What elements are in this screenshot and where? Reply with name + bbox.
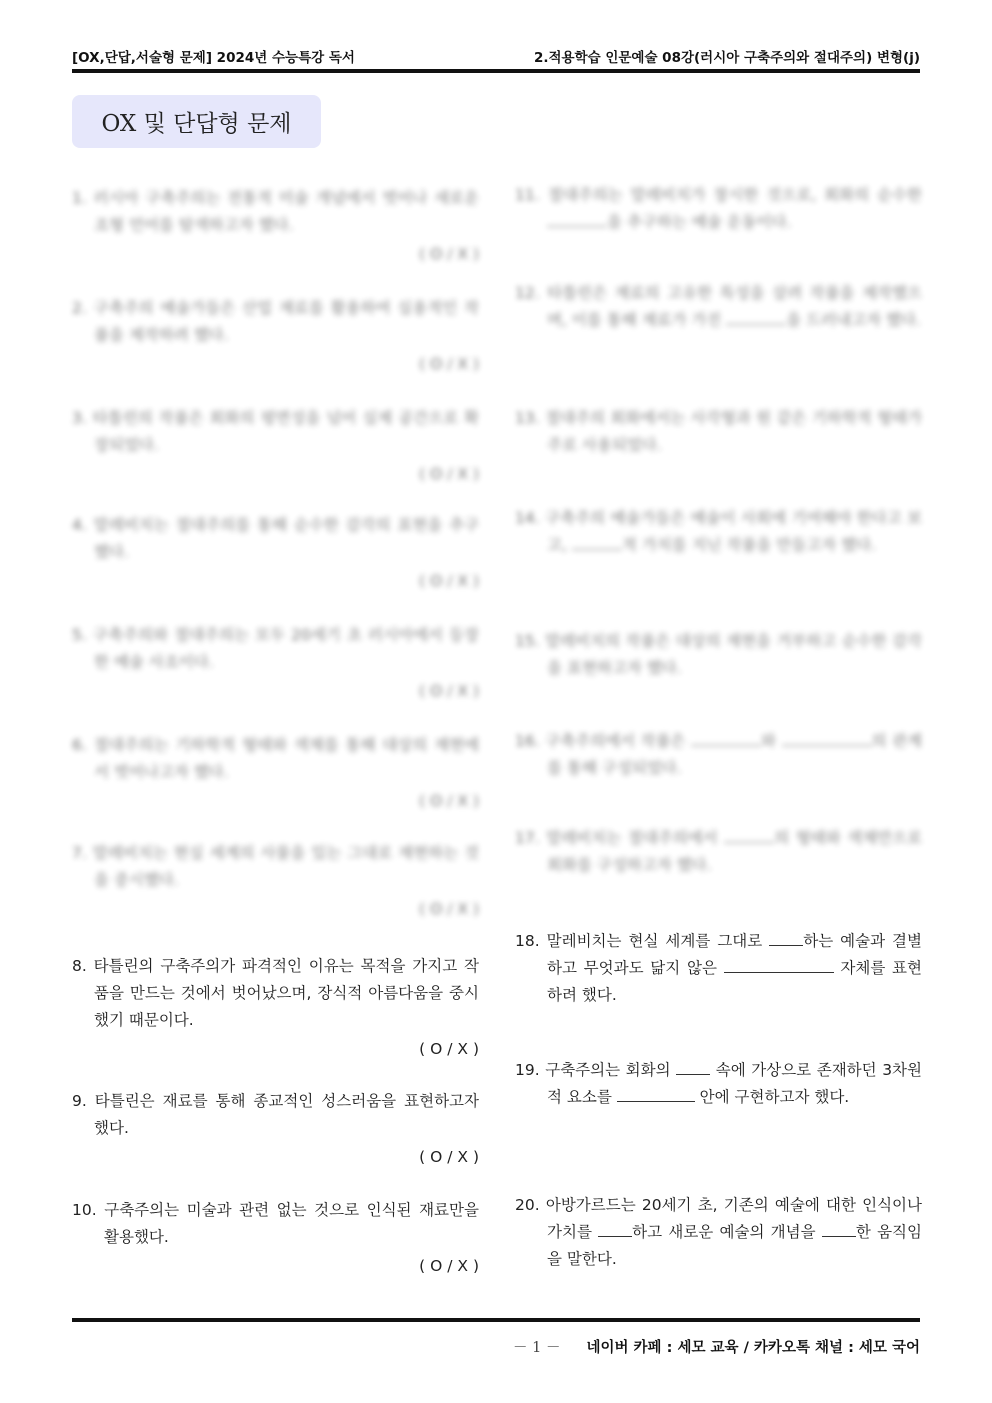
ox-mark: ( O / X ) xyxy=(419,900,479,918)
section-title: OX 및 단답형 문제 xyxy=(101,111,292,137)
question-17: 17. 말레비치는 절대주의에서 의 형태와 색채만으로 회화를 구성하고자 했다. xyxy=(515,829,922,874)
header-right-title: 2.적용학습 인문예술 08강(러시아 구축주의와 절대주의) 변형(j) xyxy=(533,50,920,66)
page-footer xyxy=(72,1334,920,1358)
question-7: 7. 말레비치는 현실 세계의 사물을 있는 그대로 재현하는 것을 중시했다. ( O / X ) xyxy=(72,840,479,923)
answer-blank xyxy=(822,1221,856,1237)
question-5: 5. 구축주의와 절대주의는 모두 20세기 초 러시아에서 등장한 예술 사조이다. ( O / X ) xyxy=(72,622,479,705)
section-title-box xyxy=(72,95,321,148)
question-6: 6. 절대주의는 기하학적 형태와 색채를 통해 대상의 재현에서 벗어나고자 했다. ( O / X ) xyxy=(72,732,479,815)
answer-blank xyxy=(691,730,761,746)
answer-blank xyxy=(782,730,872,746)
question-14: 14. 구축주의 예술가들은 예술이 사회에 기여해야 한다고 보고, 적 가치를 지닌 작품을 만들고자 했다. xyxy=(515,509,922,554)
question-8: 8. 타틀린의 구축주의가 파격적인 이유는 목적을 가지고 작품을 만드는 것에서 벗어났으며, 장식적 아름다움을 중시했기 때문이다. ( O / X ) xyxy=(72,953,479,1063)
footer-info: 네이버 카페 : 세모 교육 / 카카오톡 채널 : 세모 국어 xyxy=(586,1339,920,1356)
page-number: － 1 － xyxy=(513,1339,561,1356)
header-divider xyxy=(72,69,920,73)
question-13: 13. 절대주의 회화에서는 사각형과 원 같은 기하학적 형태가 주로 사용되었다. xyxy=(515,409,922,454)
ox-mark: ( O / X ) xyxy=(419,355,479,373)
question-4: 4. 말레비치는 절대주의를 통해 순수한 감각의 표현을 추구했다. ( O / X ) xyxy=(72,512,479,595)
ox-mark: ( O / X ) xyxy=(419,682,479,700)
footer-divider xyxy=(72,1318,920,1322)
ox-mark: ( O / X ) xyxy=(419,245,479,263)
answer-blank xyxy=(726,309,786,325)
ox-mark: ( O / X ) xyxy=(419,1040,479,1058)
header-left-title: [OX,단답,서술형 문제] 2024년 수능특강 독서 xyxy=(72,50,355,66)
answer-blank xyxy=(598,1221,632,1237)
answer-blank xyxy=(724,827,774,843)
answer-blank xyxy=(769,930,803,946)
question-2: 2. 구축주의 예술가들은 산업 재료를 활용하여 실용적인 작품을 제작하려 했다. ( O / X ) xyxy=(72,295,479,378)
question-1: 1. 러시아 구축주의는 전통적 미술 개념에서 벗어나 새로운 조형 언어를 탐색하고자 했다. ( O / X ) xyxy=(72,185,479,268)
ox-mark: ( O / X ) xyxy=(419,1257,479,1275)
answer-blank xyxy=(617,1086,695,1102)
answer-blank xyxy=(547,211,607,227)
question-10: 10. 구축주의는 미술과 관련 없는 것으로 인식된 재료만을 활용했다. ( O / X ) xyxy=(72,1197,479,1280)
question-16: 16. 구축주의에서 작품은 와 의 관계를 통해 구성되었다. xyxy=(515,732,922,777)
ox-mark: ( O / X ) xyxy=(419,792,479,810)
question-9: 9. 타틀린은 재료를 통해 종교적인 성스러움을 표현하고자 했다. ( O / X ) xyxy=(72,1088,479,1171)
question-3: 3. 타틀린의 작품은 회화의 평면성을 넘어 실제 공간으로 확장되었다. ( O / X ) xyxy=(72,405,479,488)
ox-mark: ( O / X ) xyxy=(419,465,479,483)
question-12: 12. 타틀린은 재료의 고유한 특성을 살려 작품을 제작했으며, 이를 통해 재료가 가진 을 드러내고자 했다. xyxy=(515,284,922,329)
answer-blank xyxy=(724,957,834,973)
answer-blank xyxy=(572,534,622,550)
question-18: 18. 말레비치는 현실 세계를 그대로 하는 예술과 결별하고 무엇과도 닮지 않은 자체를 표현하려 했다. xyxy=(515,932,922,1004)
question-19: 19. 구축주의는 회화의 속에 가상으로 존재하던 3차원적 요소를 안에 구현하고자 했다. xyxy=(515,1061,922,1106)
answer-blank xyxy=(676,1059,710,1075)
page-header xyxy=(72,44,920,68)
question-20: 20. 아방가르드는 20세기 초, 기존의 예술에 대한 인식이나 가치를 하고 새로운 예술의 개념을 한 움직임을 말한다. xyxy=(515,1196,922,1268)
question-15: 15. 말레비치의 작품은 대상의 재현을 거부하고 순수한 감각을 표현하고자 했다. xyxy=(515,632,922,677)
ox-mark: ( O / X ) xyxy=(419,572,479,590)
question-11: 11. 절대주의는 말레비치가 창시한 것으로, 회화의 순수한 을 추구하는 예술 운동이다. xyxy=(515,186,922,231)
ox-mark: ( O / X ) xyxy=(419,1148,479,1166)
